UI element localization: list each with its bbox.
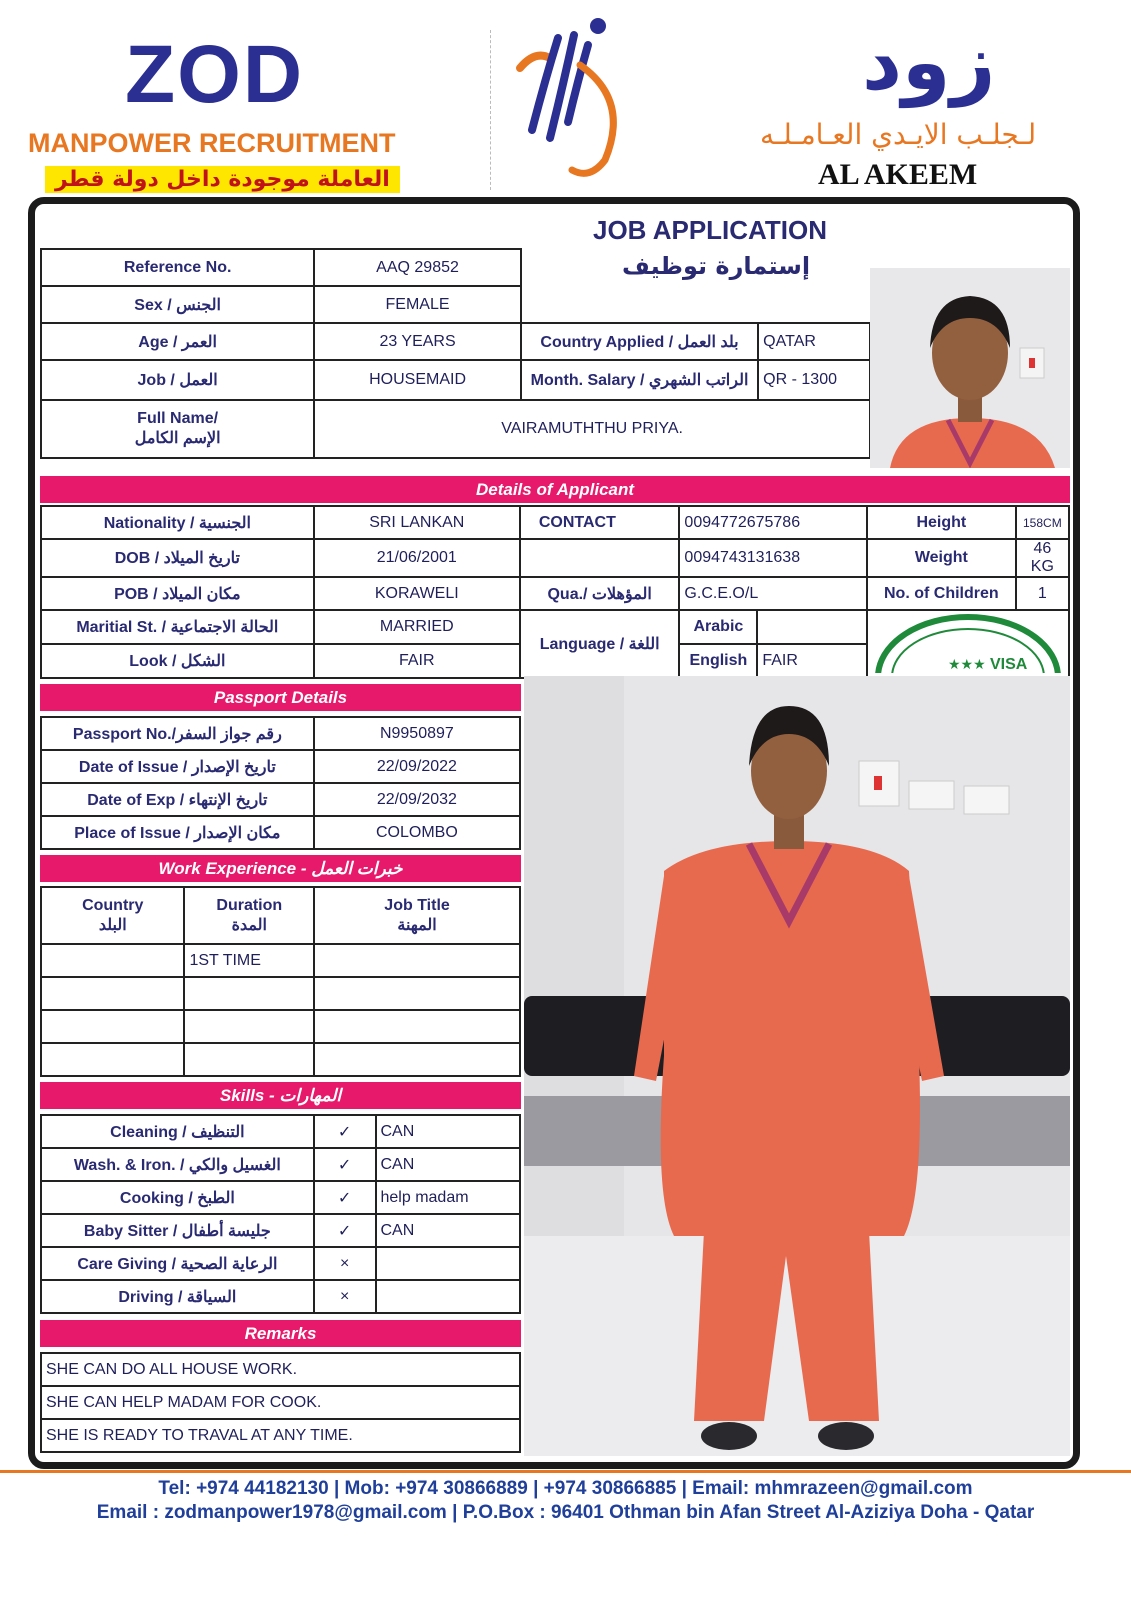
look-value: FAIR bbox=[314, 644, 520, 678]
issue-date-value: 22/09/2022 bbox=[314, 750, 520, 783]
skill-label: Cooking / الطبخ bbox=[41, 1181, 314, 1214]
table-row bbox=[41, 1010, 184, 1043]
contact-label: CONTACT bbox=[520, 506, 680, 539]
skill-note bbox=[376, 1247, 521, 1280]
exp-date-value: 22/09/2032 bbox=[314, 783, 520, 816]
skill-label: Baby Sitter / جليسة أطفال bbox=[41, 1214, 314, 1247]
skill-note: CAN bbox=[376, 1148, 521, 1181]
passport-no-label: Passport No./رقم جواز السفر bbox=[41, 717, 314, 750]
language-label: Language / اللغة bbox=[520, 610, 680, 678]
skill-mark: ✓ bbox=[314, 1148, 376, 1181]
skill-mark: × bbox=[314, 1280, 376, 1313]
age-label: Age / العمر bbox=[41, 323, 314, 360]
contact-value-2: 0094743131638 bbox=[679, 539, 867, 577]
skills-section-header: Skills - المهارات bbox=[40, 1082, 521, 1109]
remark-line: SHE CAN HELP MADAM FOR COOK. bbox=[41, 1386, 520, 1419]
qualification-value: G.C.E.O/L bbox=[679, 577, 867, 610]
remarks-table bbox=[40, 1352, 521, 1453]
job-label: Job / العمل bbox=[41, 360, 314, 400]
table-row bbox=[41, 944, 184, 977]
skill-note: CAN bbox=[376, 1115, 521, 1148]
col-country-en: Country bbox=[82, 896, 144, 914]
col-duration-en: Duration bbox=[216, 896, 283, 914]
issue-place-value: COLOMBO bbox=[314, 816, 520, 849]
col-job-title bbox=[314, 887, 520, 944]
header-divider bbox=[490, 30, 491, 190]
brand-logo-arabic: زود bbox=[862, 18, 996, 108]
country-value: QATAR bbox=[758, 323, 870, 360]
exp-date-label: Date of Exp / تاريخ الإنتهاء bbox=[41, 783, 314, 816]
skill-note: help madam bbox=[376, 1181, 521, 1214]
height-label: Height bbox=[867, 506, 1016, 539]
table-row bbox=[41, 1043, 184, 1076]
look-label: Look / الشكل bbox=[41, 644, 314, 678]
footer-contact-line-2: Email : zodmanpower1978@gmail.com | P.O.Box : 96401 Othman bin Afan Street Al-Aziziya Doha - Qatar bbox=[96, 1502, 1035, 1523]
top-info-table bbox=[40, 248, 871, 459]
pob-value: KORAWELI bbox=[314, 577, 520, 610]
skill-note bbox=[376, 1280, 521, 1313]
remark-line: SHE IS READY TO TRAVAL AT ANY TIME. bbox=[41, 1419, 520, 1452]
height-value: 158CM bbox=[1016, 506, 1069, 539]
skill-label: Wash. & Iron. / الغسيل والكي bbox=[41, 1148, 314, 1181]
company-logo-icon bbox=[510, 10, 630, 185]
pob-label: POB / مكان الميلاد bbox=[41, 577, 314, 610]
children-value: 1 bbox=[1016, 577, 1069, 610]
sex-label: Sex / الجنس bbox=[41, 286, 314, 323]
age-value: 23 YEARS bbox=[314, 323, 521, 360]
english-label: English bbox=[679, 644, 757, 678]
experience-duration-1: 1ST TIME bbox=[184, 944, 314, 977]
nationality-value: SRI LANKAN bbox=[314, 506, 520, 539]
children-label: No. of Children bbox=[867, 577, 1016, 610]
marital-label: Maritial St. / الحالة الاجتماعية bbox=[41, 610, 314, 644]
col-duration-ar: المدة bbox=[231, 916, 267, 934]
ref-value: AAQ 29852 bbox=[314, 249, 521, 286]
ref-label: Reference No. bbox=[41, 249, 314, 286]
name-value: VAIRAMUTHTHU PRIYA. bbox=[314, 400, 870, 458]
col-duration bbox=[184, 887, 314, 944]
table-row bbox=[41, 977, 184, 1010]
skill-mark: ✓ bbox=[314, 1181, 376, 1214]
details-table bbox=[40, 505, 1070, 679]
skill-label: Driving / السياقة bbox=[41, 1280, 314, 1313]
remarks-section-header: Remarks bbox=[40, 1320, 521, 1347]
salary-label: Month. Salary / الراتب الشهري bbox=[521, 360, 758, 400]
marital-value: MARRIED bbox=[314, 610, 520, 644]
skills-table bbox=[40, 1114, 521, 1314]
passport-no-value: N9950897 bbox=[314, 717, 520, 750]
svg-text:★★★: ★★★ bbox=[947, 656, 986, 672]
brand-logo-text: ZOD bbox=[125, 29, 305, 120]
dob-label: DOB / تاريخ الميلاد bbox=[41, 539, 314, 577]
country-label: Country Applied / بلد العمل bbox=[521, 323, 758, 360]
visa-stamp-icon bbox=[868, 611, 1068, 673]
stamp-cell bbox=[867, 610, 1069, 678]
skill-mark: ✓ bbox=[314, 1214, 376, 1247]
passport-section-header: Passport Details bbox=[40, 684, 521, 711]
salary-value: QR - 1300 bbox=[758, 360, 870, 400]
footer-contact-line-1: Tel: +974 44182130 | Mob: +974 30866889 | +974 30866885 | Email: mhmrazeen@gmail.com bbox=[158, 1478, 973, 1499]
col-job-ar: المهنة bbox=[397, 916, 437, 934]
qualification-label: Qua./ المؤهلات bbox=[520, 577, 680, 610]
name-label-en: Full Name/ bbox=[137, 410, 219, 427]
issue-date-label: Date of Issue / تاريخ الإصدار bbox=[41, 750, 314, 783]
skill-label: Cleaning / التنظيف bbox=[41, 1115, 314, 1148]
form-title: JOB APPLICATION bbox=[593, 215, 828, 245]
col-country bbox=[41, 887, 184, 944]
skill-mark: ✓ bbox=[314, 1115, 376, 1148]
passport-table bbox=[40, 716, 521, 850]
skill-mark: × bbox=[314, 1247, 376, 1280]
arabic-value bbox=[757, 610, 867, 644]
issue-place-label: Place of Issue / مكان الإصدار bbox=[41, 816, 314, 849]
remark-line: SHE CAN DO ALL HOUSE WORK. bbox=[41, 1353, 520, 1386]
form-title-arabic: إستمارة توظيف bbox=[622, 252, 811, 280]
col-job-en: Job Title bbox=[384, 896, 450, 914]
sex-value: FEMALE bbox=[314, 286, 521, 323]
dob-value: 21/06/2001 bbox=[314, 539, 520, 577]
weight-value: 46 KG bbox=[1016, 539, 1069, 577]
brand-al-akeem: AL AKEEM bbox=[818, 158, 978, 191]
skill-note: CAN bbox=[376, 1214, 521, 1247]
name-label-ar: الإسم الكامل bbox=[134, 430, 221, 447]
skill-label: Care Giving / الرعاية الصحية bbox=[41, 1247, 314, 1280]
brand-subtitle: MANPOWER RECRUITMENT bbox=[28, 128, 396, 158]
weight-label: Weight bbox=[867, 539, 1016, 577]
contact-value-1: 0094772675786 bbox=[679, 506, 867, 539]
experience-section-header: Work Experience - خبرات العمل bbox=[40, 855, 521, 882]
col-country-ar: البلد bbox=[98, 916, 127, 934]
applicant-portrait-photo bbox=[870, 268, 1070, 468]
experience-table bbox=[40, 886, 521, 1077]
job-value: HOUSEMAID bbox=[314, 360, 521, 400]
stamp-text: VISA bbox=[989, 656, 1028, 673]
name-label bbox=[41, 400, 314, 458]
nationality-label: Nationality / الجنسية bbox=[41, 506, 314, 539]
location-note: العاملة موجودة داخل دولة قطر bbox=[45, 166, 400, 193]
brand-subtitle-arabic: لـجلـب الايـدي العـامـلـه bbox=[760, 118, 1037, 151]
arabic-label: Arabic bbox=[679, 610, 757, 644]
footer-divider bbox=[0, 1470, 1131, 1473]
english-value: FAIR bbox=[757, 644, 867, 678]
applicant-full-photo bbox=[524, 676, 1070, 1456]
details-section-header: Details of Applicant bbox=[40, 476, 1070, 503]
